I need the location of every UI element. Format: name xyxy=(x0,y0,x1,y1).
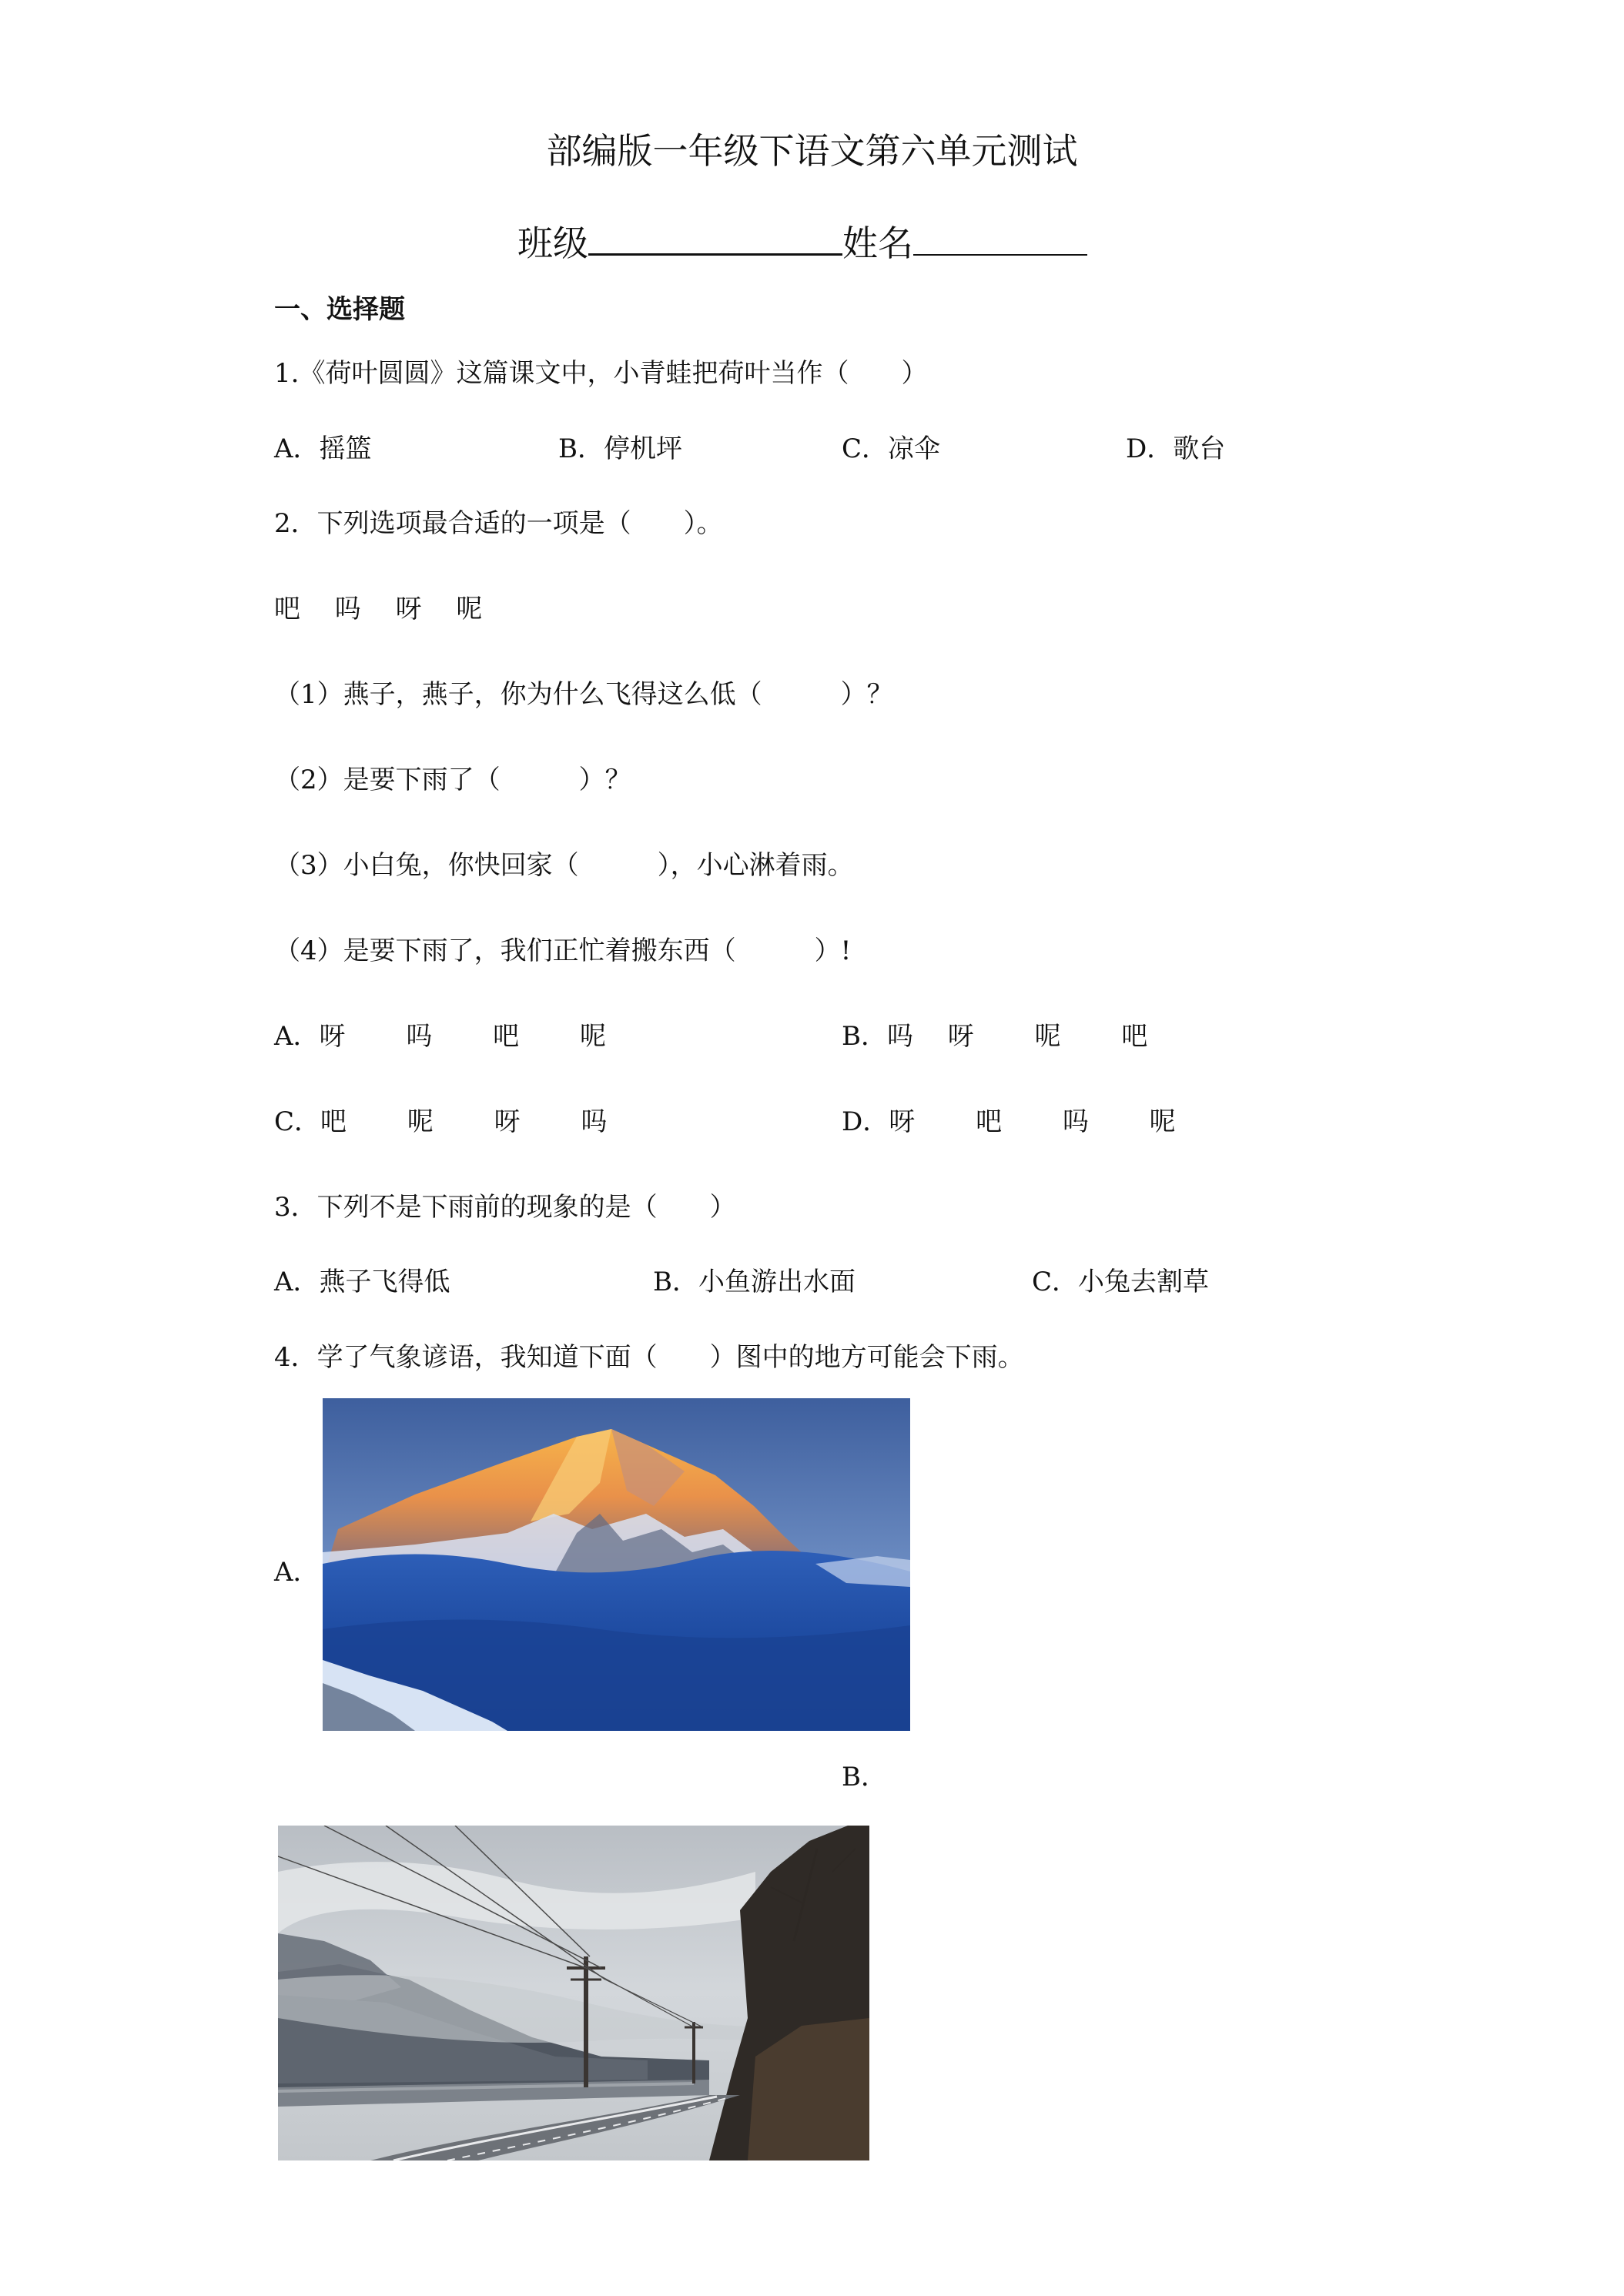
q3-option-a[interactable]: A．燕子飞得低 xyxy=(274,1267,450,1297)
q1-option-d[interactable]: D．歌台 xyxy=(1126,433,1226,464)
q2-word-list: 吧 吗 呀 呢 xyxy=(274,594,483,624)
mountain-image xyxy=(323,1398,910,1731)
q3-option-c[interactable]: C．小兔去割草 xyxy=(1032,1267,1210,1297)
section-heading: 一、选择题 xyxy=(274,294,405,325)
q4-stem: 4．学了气象谚语，我知道下面（ ）图中的地方可能会下雨。 xyxy=(274,1342,1024,1373)
q3-stem: 3．下列不是下雨前的现象的是（ ） xyxy=(274,1192,736,1223)
q2-sentence-4: （4）是要下雨了，我们正忙着搬东西（ ）! xyxy=(274,935,852,966)
class-blank[interactable] xyxy=(588,219,842,256)
q2-option-b[interactable]: B．吗 呀 呢 吧 xyxy=(842,1021,1148,1052)
q2-stem: 2．下列选项最合适的一项是（ ）。 xyxy=(274,508,723,539)
q2-sentence-1: （1）燕子，燕子，你为什么飞得这么低（ ）？ xyxy=(274,679,893,710)
q4-option-b-label[interactable]: B． xyxy=(842,1762,887,1792)
road-image xyxy=(278,1826,869,2160)
q1-option-b[interactable]: B．停机坪 xyxy=(558,433,682,464)
page-title: 部编版一年级下语文第六单元测试 xyxy=(546,130,1078,172)
q2-sentence-3: （3）小白兔，你快回家（ ），小心淋着雨。 xyxy=(274,850,854,881)
q1-stem: 1.《荷叶圆圆》这篇课文中，小青蛙把荷叶当作（ ） xyxy=(274,358,928,389)
class-label: 班级 xyxy=(517,223,588,264)
q1-option-a[interactable]: A．摇篮 xyxy=(274,433,372,464)
q3-option-b[interactable]: B．小鱼游出水面 xyxy=(653,1267,856,1297)
mountain-photo[interactable] xyxy=(323,1398,910,1731)
q2-option-d[interactable]: D．呀 吧 吗 呢 xyxy=(842,1106,1176,1137)
name-label: 姓名 xyxy=(842,223,913,264)
class-name-line xyxy=(517,216,1087,266)
road-photo[interactable] xyxy=(278,1826,869,2160)
q2-sentence-2: （2）是要下雨了（ ）？ xyxy=(274,765,631,795)
name-blank[interactable] xyxy=(913,220,1087,256)
q4-option-a-label[interactable]: A． xyxy=(274,1557,320,1588)
q1-option-c[interactable]: C．凉伞 xyxy=(842,433,941,464)
q2-option-a[interactable]: A．呀 吗 吧 呢 xyxy=(274,1021,606,1052)
q2-option-c[interactable]: C．吧 呢 呀 吗 xyxy=(274,1106,608,1137)
